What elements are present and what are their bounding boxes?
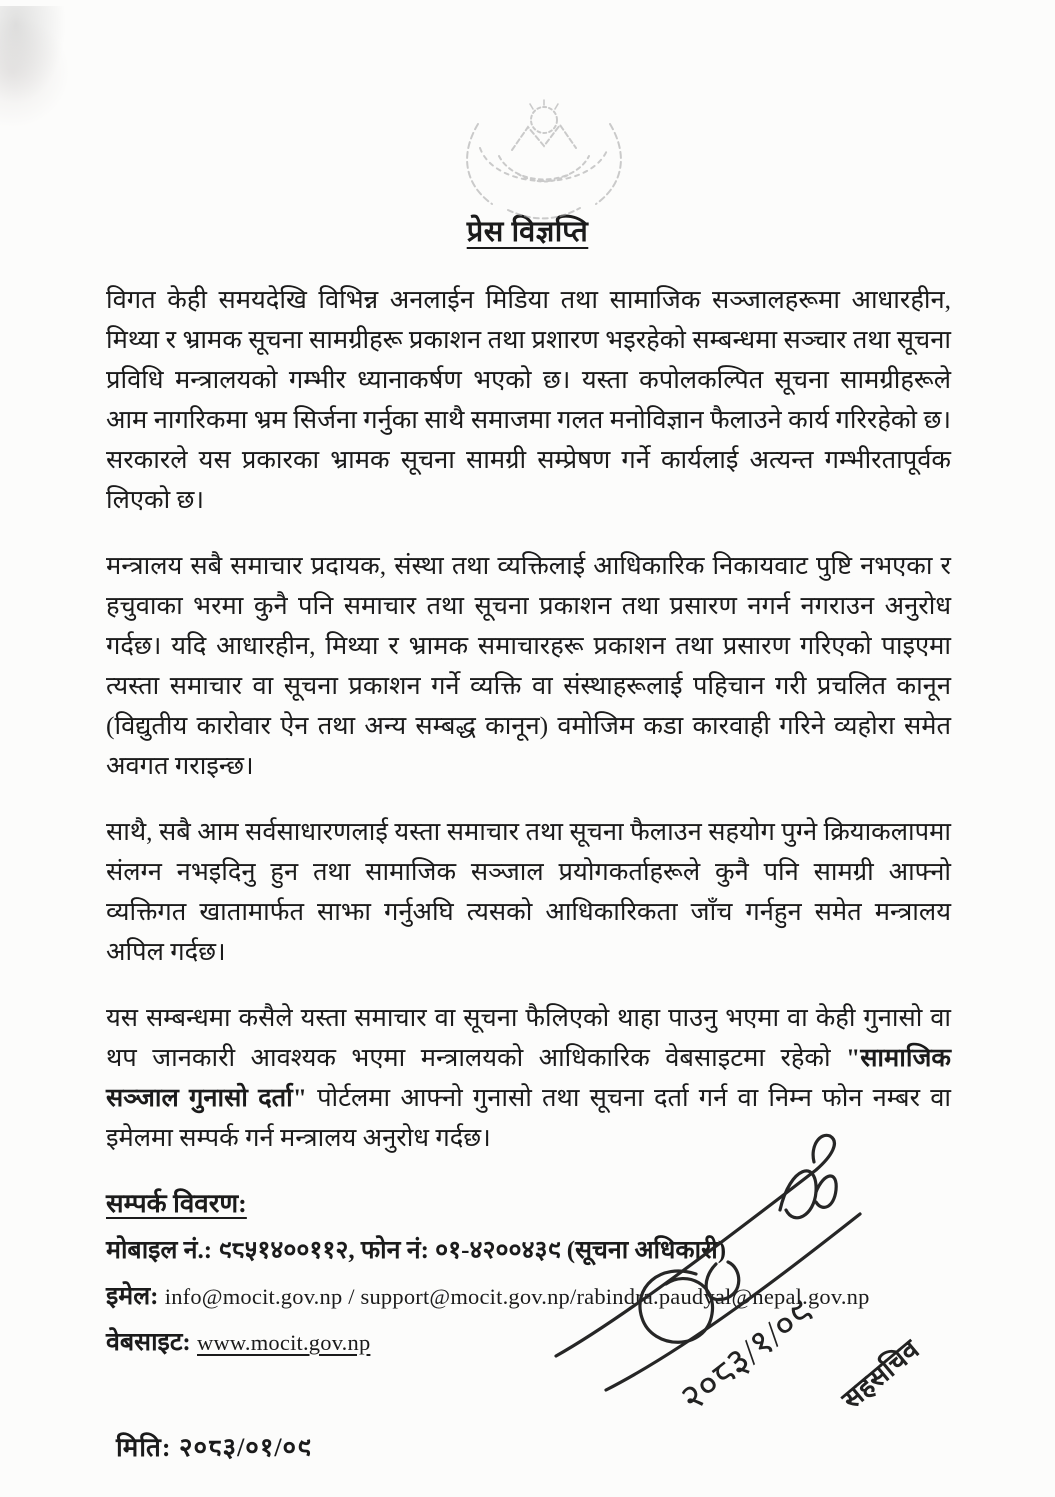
signature-scrawl <box>556 1135 860 1390</box>
contact-phone-line: मोबाइल नं.: ९८५१४००११२, फोन नं: ०१-४२००४३९ (सूचना अधिकारी) <box>106 1237 727 1264</box>
paragraph-1: विगत केही समयदेखि विभिन्न अनलाईन मिडिया तथा सामाजिक सञ्जालहरूमा आधारहीन, मिथ्या र भ्रामक सूचना सामग्रीहरू प्रकाशन तथा प्रशारण भइरहेको सम्बन्धमा सञ्चार तथा सूचना प्रविधि मन्त्रालयको गम्भीर ध्यानाकर्षण भएको छ। यस्ता कपोलकल्पित सूचना सामग्रीहरूले आम नागरिकमा भ्रम सिर्जना गर्नुका साथै समाजमा गलत मनोविज्ञान फैलाउने कार्य गरिरहेको छ। सरकारले यस प्रकारका भ्रामक सूचना सामग्री सम्प्रेषण गर्ने कार्यलाई अत्यन्त गम्भीरतापूर्वक लिएको छ। <box>106 285 951 514</box>
signature-block <box>548 1112 988 1422</box>
website-label: वेबसाइट: <box>106 1329 191 1356</box>
paragraph-2: मन्त्रालय सबै समाचार प्रदायक, संस्था तथा व्यक्तिलाई आधिकारिक निकायवाट पुष्टि नभएका र हचुवाका भरमा कुनै पनि समाचार तथा सूचना प्रकाशन तथा प्रसारण नगर्न नगराउन अनुरोध गर्दछ। यदि आधारहीन, मिथ्या र भ्रामक समाचारहरू प्रकाशन तथा प्रसारण गरिएको पाइएमा त्यस्ता समाचार वा सूचना प्रकाशन गर्ने व्यक्ति वा संस्थाहरूलाई पहिचान गरी प्रचलित कानून (विद्युतीय कारोवार ऐन तथा अन्य सम्बद्ध कानून) वमोजिम कडा कारवाही गरिने व्यहोरा समेत अवगत गराइन्छ। <box>106 551 951 780</box>
signatory-title: सहसचिव <box>836 1334 925 1415</box>
contact-heading: सम्पर्क विवरण: <box>106 1189 247 1218</box>
email-addresses: info@mocit.gov.np / support@mocit.gov.np/rabindra.paudyal@nepal.gov.np <box>164 1284 870 1309</box>
paragraph-4-text-end: पोर्टलमा आफ्नो गुनासो तथा सूचना दर्ता गर्न वा निम्न फोन नम्बर वा इमेलमा सम्पर्क गर्न मन्त्रालय अनुरोध गर्दछ। <box>106 1083 951 1152</box>
page-title: प्रेस विज्ञप्ति <box>466 216 589 248</box>
website-link: www.mocit.gov.np <box>197 1330 371 1355</box>
email-label: इमेल: <box>106 1283 159 1310</box>
issue-date: मिति: २०८३/०१/०९ <box>116 1433 312 1462</box>
handwritten-date: २०८३/१/०९ <box>672 1291 821 1420</box>
government-seal-watermark <box>452 96 637 224</box>
paragraph-3: साथै, सबै आम सर्वसाधारणलाई यस्ता समाचार तथा सूचना फैलाउन सहयोग पुग्ने क्रियाकलापमा संलग्न नभइदिनु हुन तथा सामाजिक सञ्जाल प्रयोगकर्ताहरूले कुनै पनि सामग्री आफ्नो व्यक्तिगत खातामार्फत साझा गर्नुअघि त्यसको आधिकारिकता जाँच गर्नहुन समेत मन्त्रालय अपिल गर्दछ। <box>106 817 951 966</box>
paragraph-4-text: यस सम्बन्धमा कसैले यस्ता समाचार वा सूचना फैलिएको थाहा पाउनु भएमा वा केही गुनासो वा थप जानकारी आवश्यक भएमा मन्त्रालयको आधिकारिक वेबसाइटमा रहेको <box>106 1003 951 1072</box>
grievance-portal-name: "सामाजिक सञ्जाल गुनासो दर्ता" <box>106 1043 951 1112</box>
